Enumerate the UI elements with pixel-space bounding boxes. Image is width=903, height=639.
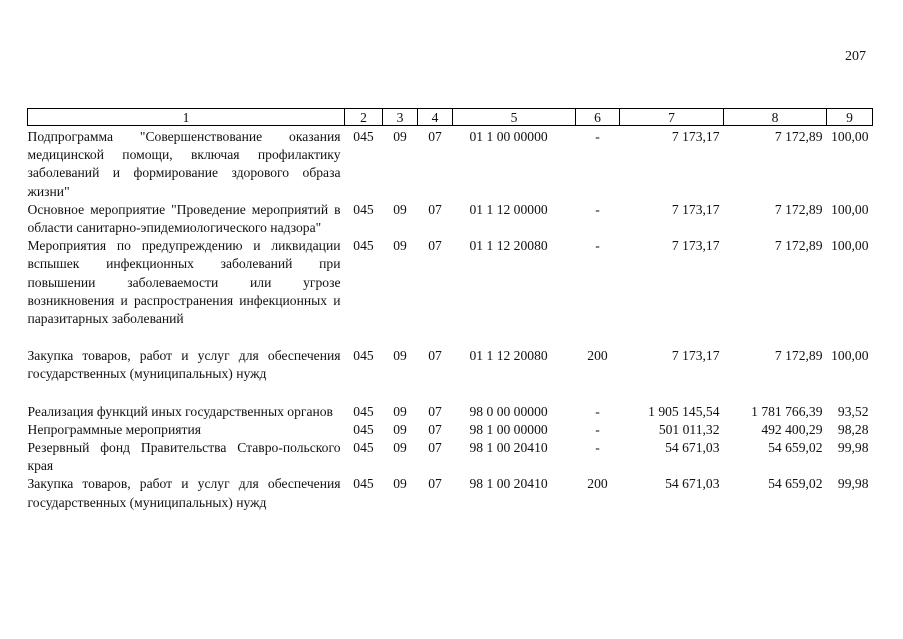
page-number: 207 bbox=[845, 49, 866, 64]
cell-section: 09 bbox=[393, 348, 407, 364]
cell-expense-type: - bbox=[595, 440, 600, 456]
row-name: Основное мероприятие "Проведение мероприятий в области санитарно-эпидемиологического надзора" bbox=[27, 201, 341, 236]
cell-ministry-code: 045 bbox=[353, 129, 374, 144]
cell-section: 09 bbox=[393, 421, 407, 437]
cell-plan: 501 011,32 bbox=[658, 421, 720, 437]
cell-target-article: 98 0 00 00000 bbox=[469, 403, 548, 419]
cell-target-article: 01 1 12 20080 bbox=[469, 238, 548, 254]
row-name: Мероприятия по предупреждению и ликвидации вспышек инфекционных заболеваний при повышении заболеваемости или угрозе возникновения и распространения инфекционных и паразитарных заболеваний bbox=[27, 238, 341, 327]
cell-subsection: 07 bbox=[428, 403, 442, 419]
cell-percent: 98,28 bbox=[837, 421, 869, 437]
cell-actual: 54 659,02 bbox=[768, 440, 823, 456]
cell-plan: 7 173,17 bbox=[671, 238, 720, 254]
cell-target-article: 98 1 00 20410 bbox=[469, 440, 548, 456]
cell-plan: 1 905 145,54 bbox=[648, 403, 720, 419]
cell-section: 09 bbox=[393, 403, 407, 419]
cell-expense-type: - bbox=[595, 421, 600, 437]
column-header: 6 bbox=[576, 109, 620, 126]
cell-actual: 1 781 766,39 bbox=[751, 403, 823, 419]
cell-actual: 54 659,02 bbox=[768, 476, 823, 492]
cell-percent: 100,00 bbox=[831, 129, 869, 144]
cell-ministry-code: 045 bbox=[353, 476, 374, 492]
cell-percent: 100,00 bbox=[831, 238, 869, 254]
cell-actual: 7 172,89 bbox=[774, 238, 823, 254]
cell-section: 09 bbox=[393, 476, 407, 492]
cell-plan: 7 173,17 bbox=[671, 201, 720, 217]
table-row bbox=[28, 237, 873, 347]
cell-section: 09 bbox=[393, 129, 407, 144]
cell-percent: 100,00 bbox=[831, 348, 869, 364]
cell-target-article: 01 1 00 00000 bbox=[469, 129, 548, 144]
cell-subsection: 07 bbox=[428, 421, 442, 437]
cell-subsection: 07 bbox=[428, 238, 442, 254]
cell-target-article: 01 1 12 00000 bbox=[469, 201, 548, 217]
row-name: Реализация функций иных государственных органов bbox=[27, 403, 333, 419]
cell-expense-type: 200 bbox=[587, 476, 608, 492]
cell-plan: 54 671,03 bbox=[665, 476, 720, 492]
cell-plan: 7 173,17 bbox=[671, 348, 720, 364]
cell-section: 09 bbox=[393, 238, 407, 254]
cell-actual: 7 172,89 bbox=[774, 348, 823, 364]
column-header: 2 bbox=[345, 109, 383, 126]
budget-table bbox=[27, 108, 873, 512]
cell-expense-type: 200 bbox=[587, 348, 608, 364]
table-row bbox=[28, 403, 873, 421]
cell-ministry-code: 045 bbox=[353, 348, 374, 364]
cell-expense-type: - bbox=[595, 403, 600, 419]
cell-ministry-code: 045 bbox=[353, 440, 374, 456]
row-name: Подпрограмма "Совершенствование оказания медицинской помощи, включая профилактику заболеваний и формирование здорового образа жизни" bbox=[27, 129, 341, 199]
row-name: Закупка товаров, работ и услуг для обеспечения государственных (муниципальных) нужд bbox=[27, 348, 341, 382]
cell-section: 09 bbox=[393, 440, 407, 456]
table-row bbox=[28, 475, 873, 511]
cell-plan: 54 671,03 bbox=[665, 440, 720, 456]
row-name: Непрограммные мероприятия bbox=[27, 421, 201, 437]
cell-actual: 7 172,89 bbox=[774, 129, 823, 144]
column-header: 1 bbox=[28, 109, 345, 126]
cell-percent: 99,98 bbox=[837, 440, 869, 456]
cell-target-article: 98 1 00 00000 bbox=[469, 421, 548, 437]
table-row bbox=[28, 439, 873, 475]
cell-subsection: 07 bbox=[428, 476, 442, 492]
column-header: 8 bbox=[724, 109, 827, 126]
cell-subsection: 07 bbox=[428, 201, 442, 217]
cell-ministry-code: 045 bbox=[353, 403, 374, 419]
header-row bbox=[28, 109, 873, 126]
cell-target-article: 01 1 12 20080 bbox=[469, 348, 548, 364]
column-header: 9 bbox=[827, 109, 873, 126]
table-row bbox=[28, 201, 873, 237]
cell-subsection: 07 bbox=[428, 440, 442, 456]
cell-ministry-code: 045 bbox=[353, 201, 374, 217]
cell-actual: 492 400,29 bbox=[761, 421, 823, 437]
cell-percent: 100,00 bbox=[831, 201, 869, 217]
table-row bbox=[28, 126, 873, 201]
cell-ministry-code: 045 bbox=[353, 421, 374, 437]
cell-section: 09 bbox=[393, 201, 407, 217]
column-header: 5 bbox=[453, 109, 576, 126]
cell-ministry-code: 045 bbox=[353, 238, 374, 254]
column-header: 3 bbox=[383, 109, 418, 126]
cell-target-article: 98 1 00 20410 bbox=[469, 476, 548, 492]
row-name: Закупка товаров, работ и услуг для обеспечения государственных (муниципальных) нужд bbox=[27, 476, 341, 510]
row-name: Резервный фонд Правительства Ставро-польского края bbox=[27, 440, 341, 474]
cell-subsection: 07 bbox=[428, 129, 442, 144]
column-header: 7 bbox=[620, 109, 724, 126]
cell-subsection: 07 bbox=[428, 348, 442, 364]
cell-plan: 7 173,17 bbox=[671, 129, 720, 144]
column-header: 4 bbox=[418, 109, 453, 126]
cell-percent: 93,52 bbox=[837, 403, 869, 419]
table-row bbox=[28, 347, 873, 402]
cell-percent: 99,98 bbox=[837, 476, 869, 492]
cell-actual: 7 172,89 bbox=[774, 201, 823, 217]
cell-expense-type: - bbox=[595, 129, 600, 144]
cell-expense-type: - bbox=[595, 201, 600, 217]
table-row bbox=[28, 421, 873, 439]
cell-expense-type: - bbox=[595, 238, 600, 254]
